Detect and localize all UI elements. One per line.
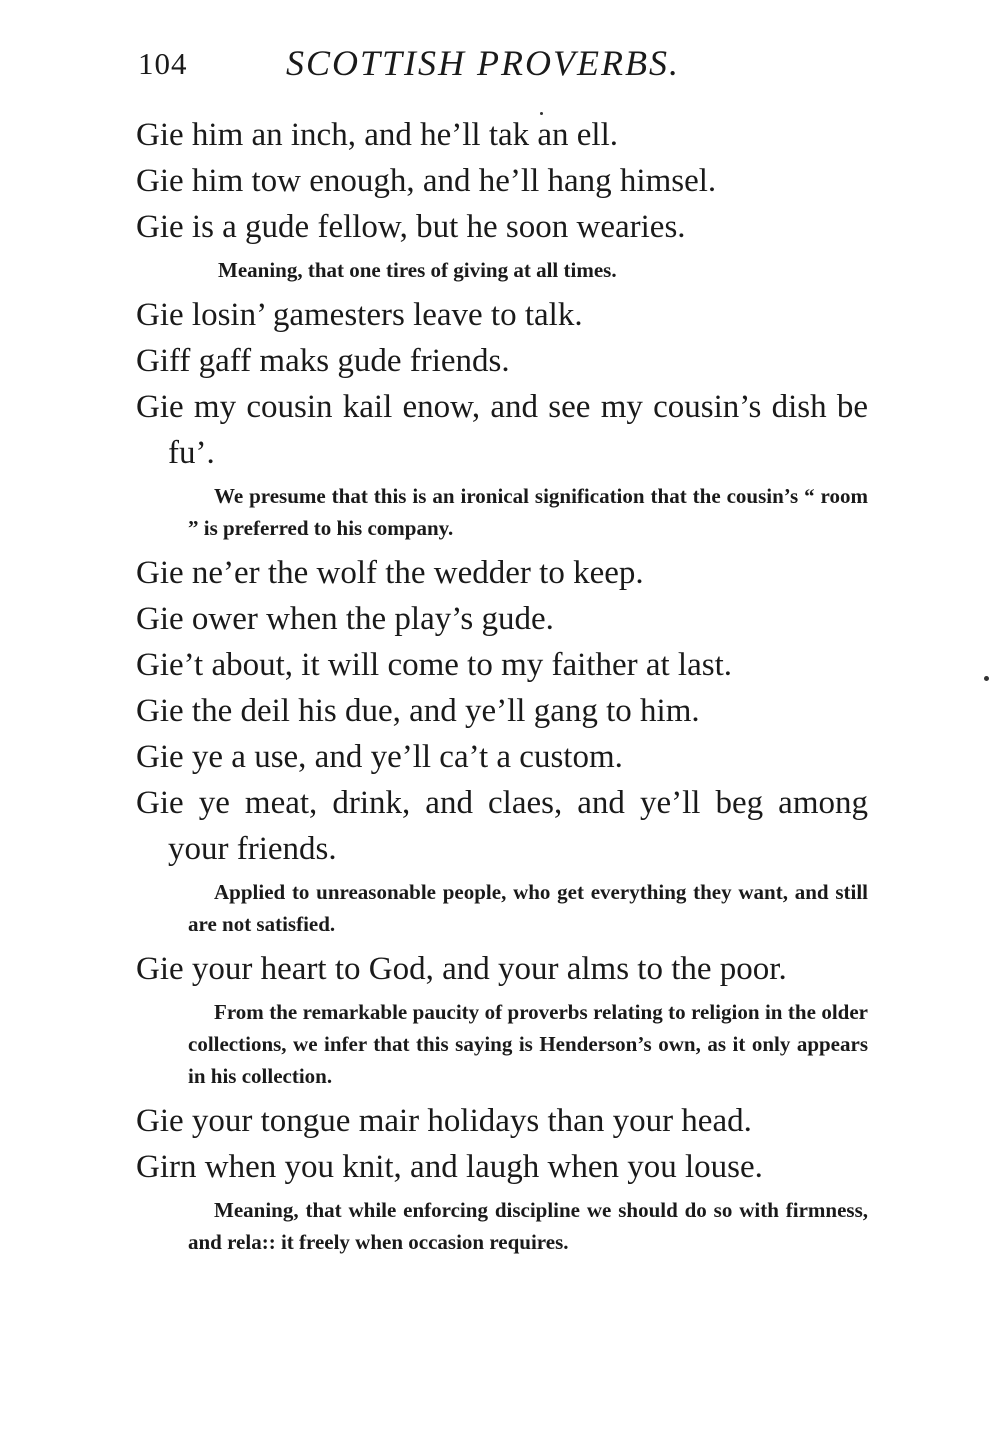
page-number: 104 <box>138 46 188 81</box>
proverb-line: Gie ye meat, drink, and claes, and ye’ll beg among your friends. <box>136 785 868 867</box>
proverb-line: Girn when you knit, and laugh when you louse. <box>136 1149 763 1185</box>
ink-speck <box>540 112 543 115</box>
proverb-line: Gie the deil his due, and ye’ll gang to him. <box>136 693 700 729</box>
proverb-line: Gie ne’er the wolf the wedder to keep. <box>136 555 644 591</box>
proverb-line: Gie’t about, it will come to my faither at last. <box>136 647 732 683</box>
explanatory-note: From the remarkable paucity of proverbs relating to religion in the older collections, we infer that this saying is Henderson’s own, as it only appears in his collection. <box>188 1000 868 1088</box>
proverb-line: Gie your heart to God, and your alms to the poor. <box>136 951 787 987</box>
explanatory-note: Meaning, that while enforcing discipline we should do so with firmness, and rela:: it freely when occasion requires. <box>188 1198 868 1254</box>
proverb-line: Gie is a gude fellow, but he soon wearies. <box>136 209 686 245</box>
proverb-line: Giff gaff maks gude friends. <box>136 343 510 379</box>
proverb-list <box>0 112 1000 1264</box>
running-title: SCOTTISH PROVERBS. <box>286 43 680 83</box>
explanatory-note: Meaning, that one tires of giving at all times. <box>218 258 617 282</box>
proverb-line: Gie losin’ gamesters leave to talk. <box>136 297 583 333</box>
proverb-line: Gie my cousin kail enow, and see my cousin’s dish be fu’. <box>136 389 868 471</box>
proverb-line: Gie him tow enough, and he’ll hang himsel. <box>136 163 717 199</box>
page-header <box>138 42 898 92</box>
proverb-line: Gie him an inch, and he’ll tak an ell. <box>136 117 619 153</box>
proverb-line: Gie ower when the play’s gude. <box>136 601 554 637</box>
proverb-line: Gie your tongue mair holidays than your head. <box>136 1103 752 1139</box>
ink-speck <box>984 676 989 681</box>
proverb-line: Gie ye a use, and ye’ll ca’t a custom. <box>136 739 623 775</box>
explanatory-note: We presume that this is an ironical signification that the cousin’s “ room ” is preferred to his company. <box>188 484 868 540</box>
explanatory-note: Applied to unreasonable people, who get everything they want, and still are not satisfied. <box>188 880 868 936</box>
